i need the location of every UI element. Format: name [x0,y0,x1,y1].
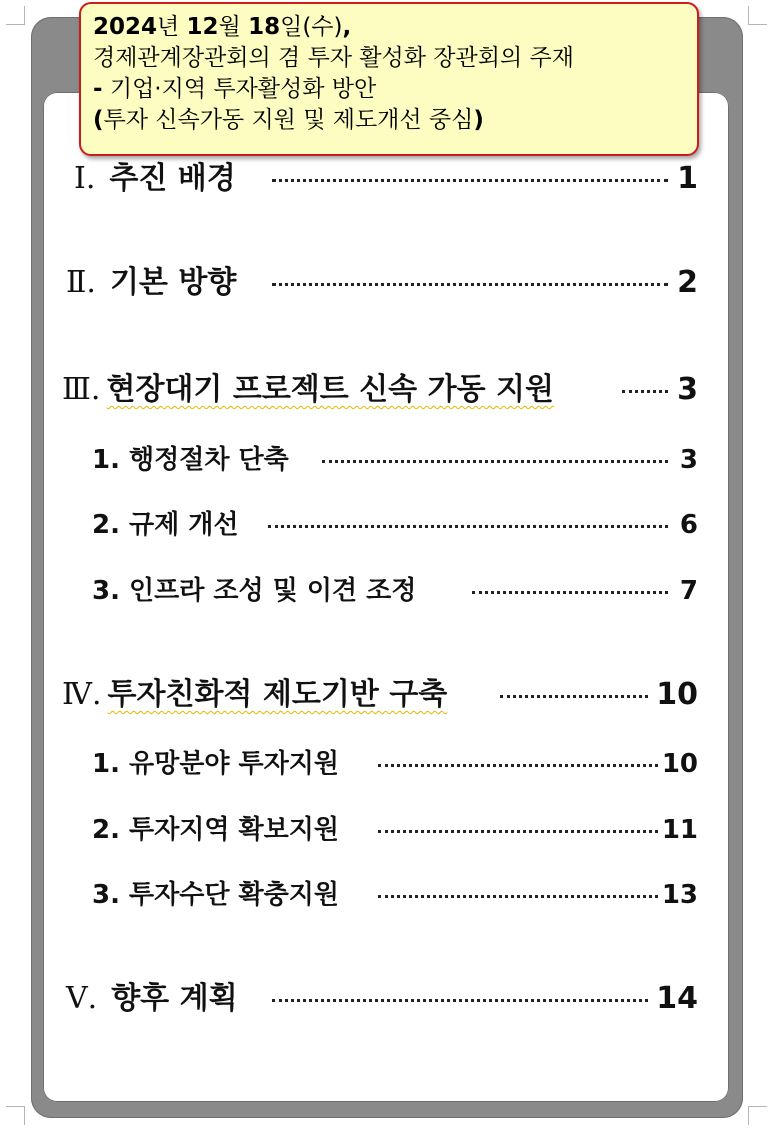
callout-text: 년 [157,14,187,40]
callout-meeting-line: 경제관계장관회의 겸 투자 활성화 장관회의 주재 [93,45,574,71]
dot-leader [378,830,658,833]
callout-text: 월 [218,14,249,40]
callout-plan-line [93,74,685,105]
toc-entry-title: 1. 행정절차 단축 [92,445,289,475]
page-number: 3 [679,445,698,475]
callout-focus-line [93,105,685,136]
section-title: 향후 계획 [111,981,238,1016]
section-number: Ⅳ. [62,677,102,712]
dot-leader [378,764,658,767]
toc-entry-section-3-1[interactable] [0,440,773,480]
callout-dash: - [93,76,103,102]
toc-entry-title [74,159,236,199]
page-number: 14 [656,981,698,1016]
toc-entry-section-2[interactable] [0,263,773,303]
callout-day: 18 [248,14,281,40]
page-number: 1 [677,161,698,196]
crop-mark [748,6,767,25]
callout-text: 일(수) [280,14,343,40]
dot-leader [268,525,668,528]
section-number: Ⅲ. [62,372,101,407]
dot-leader [272,283,668,286]
dot-leader [622,390,668,393]
dot-leader [322,460,668,463]
toc-entry-title: 2. 규제 개선 [92,510,239,540]
toc-entry-section-3-2[interactable] [0,505,773,545]
toc-entry-section-4-1[interactable] [0,744,773,784]
toc-entry-title [62,675,447,715]
callout-date-line [93,12,685,43]
toc-entry-section-4[interactable] [0,675,773,715]
toc-entry-section-4-2[interactable] [0,810,773,850]
crop-mark [6,6,25,25]
section-title: 투자친화적 제도기반 구축 [107,677,448,712]
toc-entry-title: 2. 투자지역 확보지원 [92,815,339,845]
crop-mark [748,1106,767,1125]
toc-entry-title [62,370,554,410]
toc-entry-section-3-3[interactable] [0,571,773,611]
toc-entry-title: 3. 투자수단 확충지원 [92,880,339,910]
section-number: Ⅰ. [74,161,96,196]
toc-entry-title [66,263,236,303]
page-number: 10 [661,749,698,779]
section-number: Ⅴ. [66,981,98,1016]
callout-month: 12 [186,14,219,40]
toc-entry-title: 1. 유망분야 투자지원 [92,749,339,779]
dot-leader [472,591,668,594]
callout-paren: ) [473,107,484,133]
section-number: Ⅱ. [66,265,96,300]
callout-year: 2024 [93,14,158,40]
page-number: 11 [661,815,698,845]
callout-paren: ( [93,107,104,133]
callout-text: 투자 신속가동 지원 및 제도개선 중심 [103,107,474,133]
page-number: 7 [679,576,698,606]
toc-entry-title [66,979,238,1019]
page-number: 13 [661,880,698,910]
toc-entry-section-5[interactable] [0,979,773,1019]
toc-entry-section-3[interactable] [0,370,773,410]
page-number: 2 [677,265,698,300]
callout-text: , [342,14,352,40]
dot-leader [272,179,668,182]
page-number: 6 [679,510,698,540]
section-title: 기본 방향 [109,265,237,300]
dot-leader [378,895,658,898]
section-title: 현장대기 프로젝트 신속 가동 지원 [106,372,554,407]
page-number: 10 [656,677,698,712]
page-number: 3 [677,372,698,407]
dot-leader [272,999,648,1002]
callout-text: 기업·지역 투자활성화 방안 [102,76,377,102]
toc-entry-section-1[interactable] [0,159,773,199]
crop-mark [6,1106,25,1125]
section-title: 추진 배경 [109,161,236,196]
dot-leader [500,695,648,698]
toc-entry-section-4-3[interactable] [0,875,773,915]
toc-entry-title: 3. 인프라 조성 및 이견 조정 [92,576,417,606]
callout-note[interactable] [79,2,699,156]
